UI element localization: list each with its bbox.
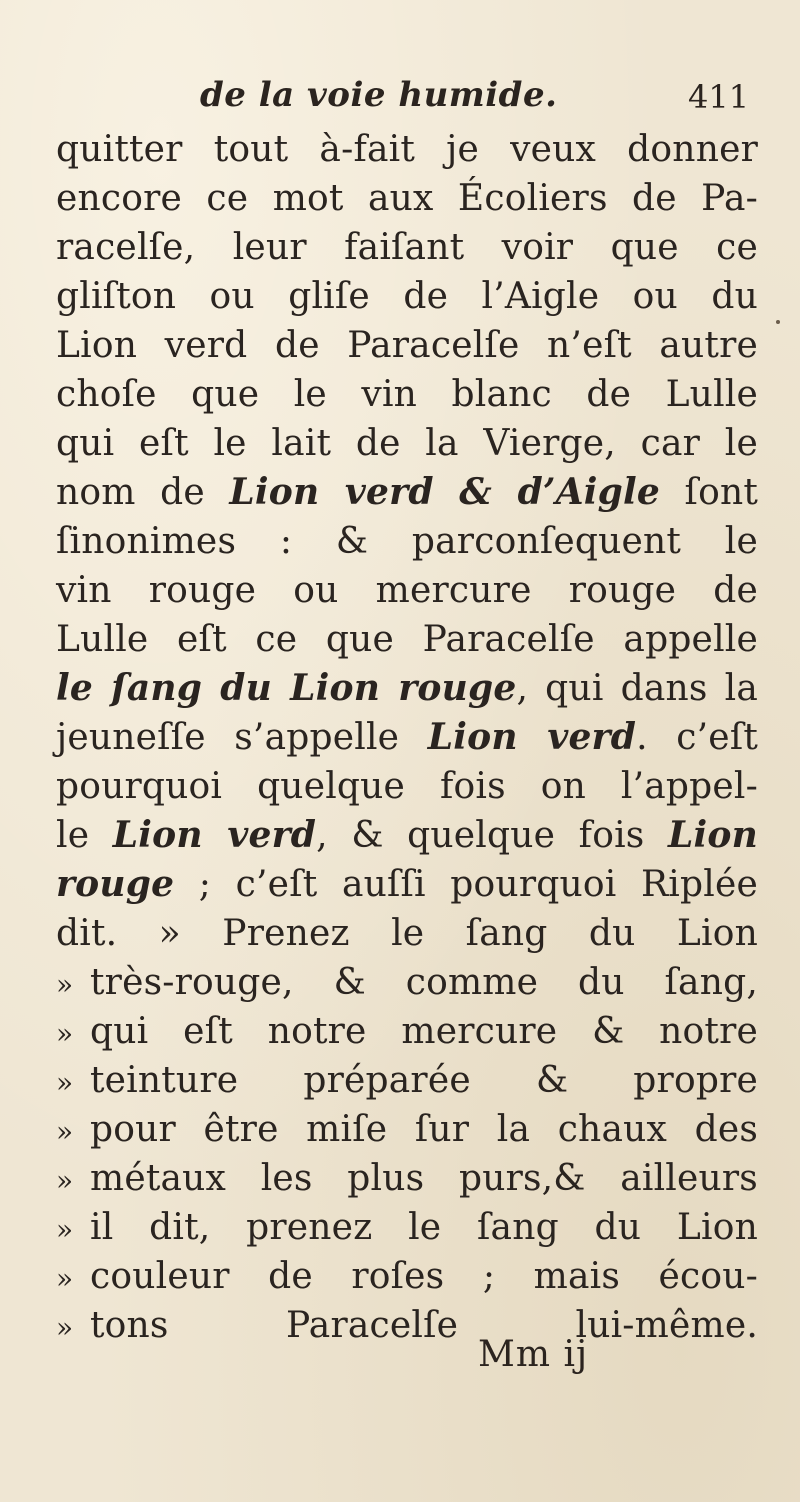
text-line (56, 1056, 758, 1105)
italic-text: Lion verd (427, 716, 637, 758)
text-line (56, 468, 758, 517)
quote-mark: » (56, 1164, 72, 1197)
text-line (56, 370, 758, 419)
text-segment: nom de (56, 472, 230, 513)
text-line (56, 1105, 758, 1154)
text-line (56, 272, 758, 321)
margin-spot (776, 320, 780, 324)
text-line (56, 566, 758, 615)
text-line (56, 909, 758, 958)
text-line (56, 615, 758, 664)
text-line (56, 1007, 758, 1056)
signature-mark: Mm ij (478, 1334, 589, 1375)
text-line (56, 223, 758, 272)
text-segment: qui eſt notre mercure & notre (90, 1011, 758, 1052)
text-segment: le (56, 815, 113, 856)
text-segment: teinture préparée & propre (90, 1060, 758, 1101)
text-line (56, 321, 758, 370)
text-line (56, 517, 758, 566)
text-segment: choſe que le vin blanc de Lulle (56, 374, 758, 415)
text-segment: , qui dans la (516, 668, 758, 709)
text-segment: Lulle eſt ce que Paracelſe appelle (56, 619, 758, 660)
text-segment: gliſton ou gliſe de l’Aigle ou du (56, 276, 758, 317)
text-segment: , & quelque fois (316, 815, 669, 856)
text-segment: couleur de roſes ; mais écou- (90, 1256, 758, 1297)
text-segment: jeuneſſe s’appelle (56, 717, 428, 758)
text-segment: . c’eſt (636, 717, 759, 758)
italic-text: rouge (56, 863, 175, 905)
text-segment: il dit, prenez le ſang du Lion (90, 1207, 758, 1248)
text-segment: pourquoi quelque fois on l’appel- (56, 766, 758, 807)
text-line (56, 125, 758, 174)
quote-mark: » (56, 1311, 72, 1344)
text-segment: ſinonimes : & parconſequent le (56, 521, 758, 562)
text-line (56, 1301, 758, 1350)
running-head (0, 72, 800, 122)
quote-mark: » (56, 1017, 72, 1050)
quote-mark: » (56, 968, 72, 1001)
text-line (56, 1252, 758, 1301)
text-line (56, 811, 758, 860)
italic-text: Lion (668, 814, 758, 856)
text-line (56, 174, 758, 223)
text-line (56, 419, 758, 468)
text-line (56, 958, 758, 1007)
text-segment: racelſe, leur faiſant voir que ce (56, 227, 758, 268)
text-segment: pour être miſe ſur la chaux des (90, 1109, 758, 1150)
text-segment: vin rouge ou mercure rouge de (56, 570, 758, 611)
italic-text: le ſang du Lion rouge (56, 667, 517, 709)
text-segment: qui eſt le lait de la Vierge, car le (56, 423, 758, 464)
body-text (56, 125, 758, 1350)
text-segment: dit. » Prenez le ſang du Lion (56, 913, 758, 954)
quote-mark: » (56, 1213, 72, 1246)
text-segment: ; c’eſt auſſi pourquoi Riplée (174, 864, 758, 905)
italic-text: Lion verd & d’Aigle (229, 471, 661, 513)
text-segment: quitter tout à-fait je veux donner (56, 129, 758, 170)
page-number: 411 (688, 78, 750, 116)
text-segment: Lion verd de Paracelſe n’eſt autre (56, 325, 758, 366)
quote-mark: » (56, 1066, 72, 1099)
italic-text: Lion verd (112, 814, 317, 856)
text-line (56, 713, 758, 762)
text-segment: tons Paracelſe lui-même. (90, 1305, 758, 1346)
text-segment: encore ce mot aux Écoliers de Pa- (56, 178, 758, 219)
text-line (56, 664, 758, 713)
text-line (56, 860, 758, 909)
quote-mark: » (56, 1115, 72, 1148)
text-segment: très-rouge, & comme du ſang, (90, 962, 758, 1003)
quote-mark: » (56, 1262, 72, 1295)
running-title: de la voie humide. (200, 75, 558, 115)
text-segment: métaux les plus purs,& ailleurs (90, 1158, 758, 1199)
text-line (56, 1154, 758, 1203)
text-line (56, 762, 758, 811)
text-segment: ſont (660, 472, 758, 513)
text-line (56, 1203, 758, 1252)
